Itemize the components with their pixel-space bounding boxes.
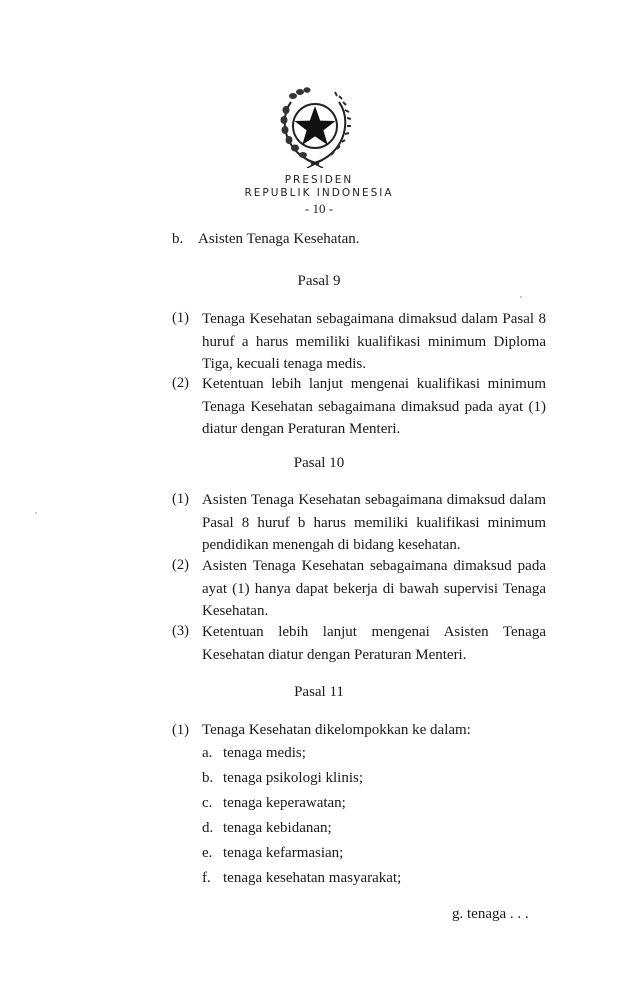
pasal-10-item-2-number: (2) [172, 557, 189, 573]
pasal-10-title: Pasal 10 [293, 455, 345, 471]
scan-speck [520, 296, 522, 298]
pasal-11-item-1-text: Tenaga Kesehatan dikelompokkan ke dalam: [202, 722, 471, 738]
pasal-11-item-1-number: (1) [172, 722, 189, 738]
pasal-10-item-1-text: Asisten Tenaga Kesehatan sebagaimana dimaksud dalam Pasal 8 huruf b harus memiliki kualifikasi minimum pendidikan menengah di bidang kesehatan. [202, 492, 546, 553]
pasal-10-item-1-number: (1) [172, 491, 189, 507]
pasal-9-item-2-text: Ketentuan lebih lanjut mengenai kualifikasi minimum Tenaga Kesehatan sebagaimana dimaksud pada ayat (1) diatur dengan Peraturan Menteri. [202, 376, 546, 437]
header-presiden: PRESIDEN [284, 174, 354, 186]
subitem-text: tenaga psikologi klinis; [223, 770, 363, 786]
subitem-letter: d. [202, 820, 214, 836]
subitem-text: tenaga kesehatan masyarakat; [223, 870, 402, 886]
pasal-9-item-1-text: Tenaga Kesehatan sebagaimana dimaksud dalam Pasal 8 huruf a harus memiliki kualifikasi minimum Diploma Tiga, kecuali tenaga medis. [202, 311, 546, 372]
pasal-9-item-2-number: (2) [172, 375, 189, 391]
subitem-letter: c. [202, 795, 213, 811]
pasal-10-item-3-text: Ketentuan lebih lanjut mengenai Asisten Tenaga Kesehatan diatur dengan Peraturan Menteri. [202, 624, 546, 663]
subitem-letter: e. [202, 845, 213, 861]
scan-speck [35, 512, 37, 514]
subitem-letter: a. [202, 745, 213, 761]
intro-item-text: Asisten Tenaga Kesehatan. [198, 231, 360, 247]
pasal-9-title: Pasal 9 [297, 273, 341, 289]
subitem-text: tenaga kebidanan; [223, 820, 332, 836]
page-number: - 10 - [304, 201, 334, 216]
header-republik-indonesia: REPUBLIK INDONESIA [244, 187, 394, 199]
catchword: g. tenaga . . . [452, 906, 529, 922]
subitem-text: tenaga keperawatan; [223, 795, 346, 811]
pasal-9-item-1-number: (1) [172, 310, 189, 326]
subitem-text: tenaga medis; [223, 745, 306, 761]
pasal-10-item-2-text: Asisten Tenaga Kesehatan sebagaimana dimaksud pada ayat (1) hanya dapat bekerja di bawah supervisi Tenaga Kesehatan. [202, 558, 546, 619]
pasal-11-title: Pasal 11 [294, 684, 344, 700]
presidential-emblem-icon [277, 82, 353, 168]
pasal-10-item-3-number: (3) [172, 623, 189, 639]
intro-item-letter: b. [172, 231, 184, 247]
subitem-text: tenaga kefarmasian; [223, 845, 344, 861]
subitem-letter: f. [202, 870, 211, 886]
subitem-letter: b. [202, 770, 214, 786]
